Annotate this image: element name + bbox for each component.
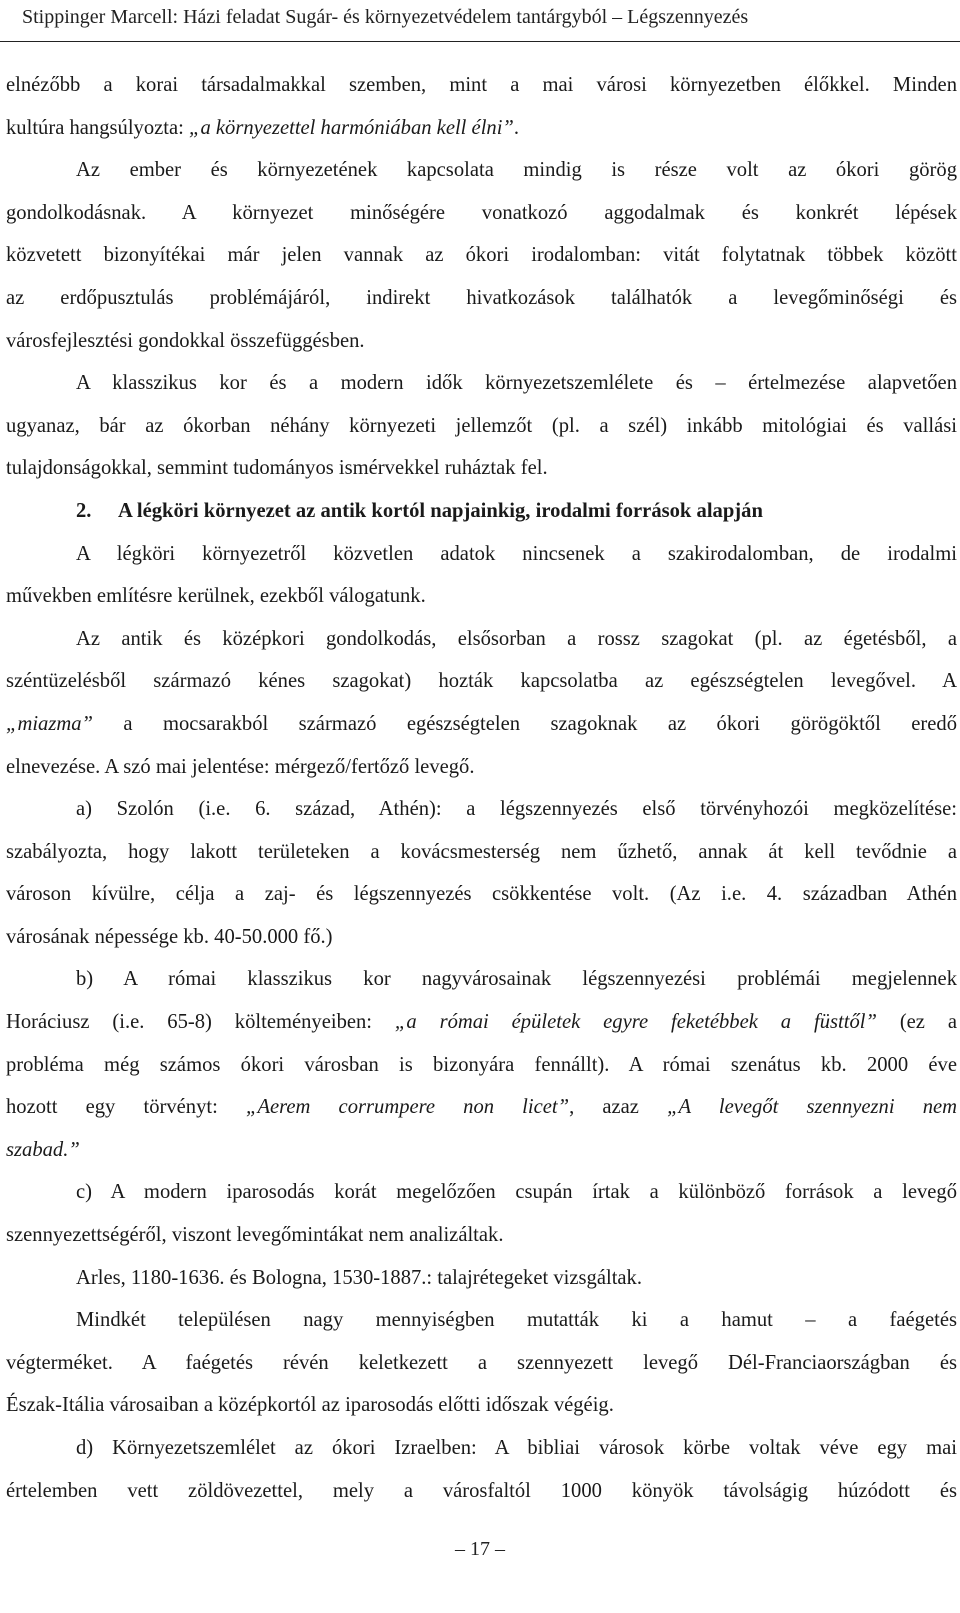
text-line: végterméket. A faégetés révén keletkezett a szennyezett levegő Dél-Franciaországban és bbox=[6, 1351, 957, 1374]
section-title: A légköri környezet az antik kortól napjainkig, irodalmi források alapján bbox=[118, 499, 763, 522]
text-line: városának népessége kb. 40-50.000 fő.) bbox=[6, 925, 333, 948]
paragraph bbox=[6, 1171, 957, 1256]
italic-quote: „Aerem corrumpere non licet” bbox=[245, 1096, 570, 1119]
text-line: gondolkodásnak. A környezet minőségére vonatkozó aggodalmak és konkrét lépések bbox=[6, 201, 957, 224]
paragraph bbox=[6, 64, 957, 149]
italic-quote: „a környezettel harmóniában kell élni” bbox=[189, 116, 514, 139]
section-heading bbox=[6, 490, 957, 533]
italic-quote: „A levegőt szennyezni nem bbox=[667, 1096, 958, 1119]
section-number: 2. bbox=[76, 499, 92, 522]
paragraph bbox=[6, 788, 957, 958]
text-span: Horáciusz (i.e. 65-8) költeményeiben: bbox=[6, 1011, 395, 1034]
paragraph bbox=[6, 362, 957, 490]
text-line: Az antik és középkori gondolkodás, elsősorban a rossz szagokat (pl. az égetésből, a bbox=[76, 627, 957, 650]
text-line: a) Szolón (i.e. 6. század, Athén): a légszennyezés első törvényhozói megközelítése: bbox=[76, 798, 957, 821]
text-line: Az ember és környezetének kapcsolata mindig is része volt az ókori görög bbox=[76, 159, 957, 182]
paragraph bbox=[6, 618, 957, 788]
text-line: d) Környezetszemlélet az ókori Izraelben: A bibliai városok körbe voltak véve egy mai bbox=[76, 1437, 957, 1459]
text-line: szabályozta, hogy lakott területeken a kovácsmesterség nem űzhető, annak át kell tevődnie a bbox=[6, 840, 957, 863]
text-line: A légköri környezetről közvetlen adatok nincsenek a szakirodalomban, de irodalmi bbox=[76, 542, 957, 565]
text-line: városon kívülre, célja a zaj- és légszennyezés csökkentése volt. (Az i.e. 4. században Athén bbox=[6, 883, 957, 906]
text-line: elnevezése. A szó mai jelentése: mérgező/fertőző levegő. bbox=[6, 755, 475, 778]
paragraph bbox=[6, 958, 957, 1171]
text-line bbox=[6, 1086, 957, 1129]
paragraph bbox=[6, 533, 957, 618]
text-span: a mocsarakból származó egészségtelen szagoknak az ókori görögöktől eredő bbox=[92, 712, 957, 735]
text-span: hozott egy törvényt: bbox=[6, 1096, 246, 1119]
text-line: városfejlesztési gondokkal összefüggésben. bbox=[6, 329, 365, 352]
text-span: , azaz bbox=[569, 1096, 668, 1119]
header-title: Stippinger Marcell: Házi feladat Sugár- és környezetvédelem tantárgyból – Légszennyezés bbox=[22, 6, 749, 28]
text-line bbox=[6, 703, 957, 746]
paragraph bbox=[6, 1257, 957, 1300]
text-line: közvetett bizonyítékai már jelen vannak az ókori irodalomban: vitát folytatnak többek között bbox=[6, 244, 957, 267]
text-line: értelemben vett zöldövezettel, mely a városfaltól 1000 könyök távolságig húzódott és bbox=[6, 1479, 957, 1502]
paragraph bbox=[6, 1427, 957, 1512]
text-span: . bbox=[513, 116, 520, 139]
text-line: tulajdonságokkal, semmint tudományos ismérvekkel ruháztak fel. bbox=[6, 457, 548, 480]
text-line: elnézőbb a korai társadalmakkal szemben, mint a mai városi környezetben élőkkel. Minden bbox=[6, 74, 957, 96]
page-number: – 17 – bbox=[455, 1538, 505, 1560]
text-span: kultúra hangsúlyozta: bbox=[6, 116, 190, 139]
paragraph bbox=[6, 149, 957, 362]
page-header bbox=[0, 0, 960, 42]
text-line: művekben említésre kerülnek, ezekből válogatunk. bbox=[6, 585, 426, 608]
text-line bbox=[6, 1129, 957, 1172]
text-line bbox=[6, 1001, 957, 1044]
text-line: ugyanaz, bár az ókorban néhány környezeti jellemzőt (pl. a szél) inkább mitológiai és vallási bbox=[6, 414, 957, 437]
italic-quote: „a római épületek egyre feketébbek a füsttől” bbox=[394, 1011, 877, 1034]
italic-quote: „miazma” bbox=[6, 712, 93, 735]
text-line: Arles, 1180-1636. és Bologna, 1530-1887.: talajrétegeket vizsgáltak. bbox=[76, 1266, 642, 1289]
text-line: Mindkét településen nagy mennyiségben mutatták ki a hamut – a faégetés bbox=[76, 1309, 957, 1332]
text-line: c) A modern iparosodás korát megelőzően csupán írtak a különböző források a levegő bbox=[76, 1181, 957, 1204]
text-line: széntüzelésből származó kénes szagokat) hozták kapcsolatba az egészségtelen levegővel. A bbox=[6, 670, 957, 693]
text-span: (ez a bbox=[876, 1011, 957, 1034]
text-line: szennyezettségéről, viszont levegőmintákat nem analizáltak. bbox=[6, 1224, 504, 1247]
text-line: az erdőpusztulás problémájáról, indirekt hivatkozások találhatók a levegőminőségi és bbox=[6, 286, 957, 309]
document-body bbox=[6, 64, 957, 1512]
text-line: probléma még számos ókori városban is bizonyára fennállt). A római szenátus kb. 2000 éve bbox=[6, 1053, 957, 1076]
text-line: Észak-Itália városaiban a középkortól az iparosodás előtti időszak végéig. bbox=[6, 1394, 614, 1417]
text-line: A klasszikus kor és a modern idők környezetszemlélete és – értelmezése alapvetően bbox=[76, 372, 957, 395]
text-line bbox=[6, 107, 957, 150]
text-line: b) A római klasszikus kor nagyvárosainak légszennyezési problémái megjelennek bbox=[76, 968, 957, 991]
italic-quote: szabad.” bbox=[6, 1138, 80, 1161]
paragraph bbox=[6, 1299, 957, 1427]
